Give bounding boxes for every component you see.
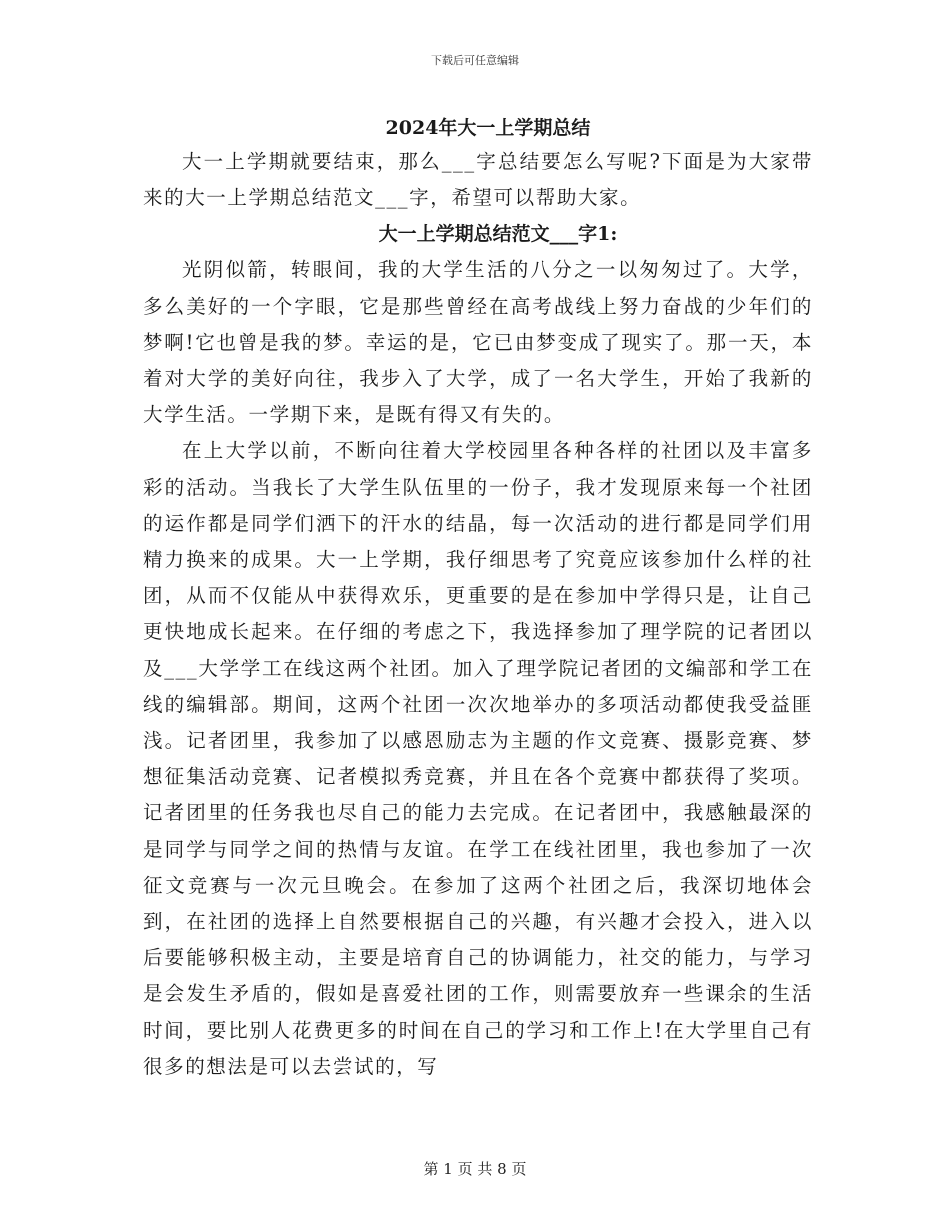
body-paragraph-1: 光阴似箭，转眼间，我的大学生活的八分之一以匆匆过了。大学，多么美好的一个字眼，它是那些曾经在高考战线上努力奋战的少年们的梦啊!它也曾是我的梦。幸运的是，它已由梦变成了现实了。那一天，本着对大学的美好向往，我步入了大学，成了一名大学生，开始了我新的大学生活。一学期下来，是既有得又有失的。: [143, 258, 813, 427]
intro-paragraph: 大一上学期就要结束，那么___字总结要怎么写呢?下面是为大家带来的大一上学期总结范文___字，希望可以帮助大家。: [143, 150, 813, 210]
page-header: 下载后可任意编辑: [431, 54, 519, 67]
document-title: 2024年大一上学期总结: [385, 117, 591, 139]
page-footer: 第 1 页 共 8 页: [423, 1160, 527, 1178]
body-paragraph-2: 在上大学以前，不断向往着大学校园里各种各样的社团以及丰富多彩的活动。当我长了大学生队伍里的一份子，我才发现原来每一个社团的运作都是同学们洒下的汗水的结晶，每一次活动的进行都是同学们用精力换来的成果。大一上学期，我仔细思考了究竟应该参加什么样的社团，从而不仅能从中获得欢乐，更重要的是在参加中学得只是，让自己更快地成长起来。在仔细的考虑之下，我选择参加了理学院的记者团以及___大学学工在线这两个社团。加入了理学院记者团的文编部和学工在线的编辑部。期间，这两个社团一次次地举办的多项活动都使我受益匪浅。记者团里，我参加了以感恩励志为主题的作文竞赛、摄影竞赛、梦想征集活动竞赛、记者模拟秀竞赛，并且在各个竞赛中都获得了奖项。记者团里的任务我也尽自己的能力去完成。在记者团中，我感触最深的是同学与同学之间的热情与友谊。在学工在线社团里，我也参加了一次征文竞赛与一次元旦晚会。在参加了这两个社团之后，我深切地体会到，在社团的选择上自然要根据自己的兴趣，有兴趣才会投入，进入以后要能够积极主动，主要是培育自己的协调能力，社交的能力，与学习是会发生矛盾的，假如是喜爱社团的工作，则需要放弃一些课余的生活时间，要比别人花费更多的时间在自己的学习和工作上!在大学里自己有很多的想法是可以去尝试的，写: [143, 439, 813, 1078]
section-title: 大一上学期总结范文___字1:: [378, 223, 618, 246]
document-body: [143, 112, 813, 1085]
